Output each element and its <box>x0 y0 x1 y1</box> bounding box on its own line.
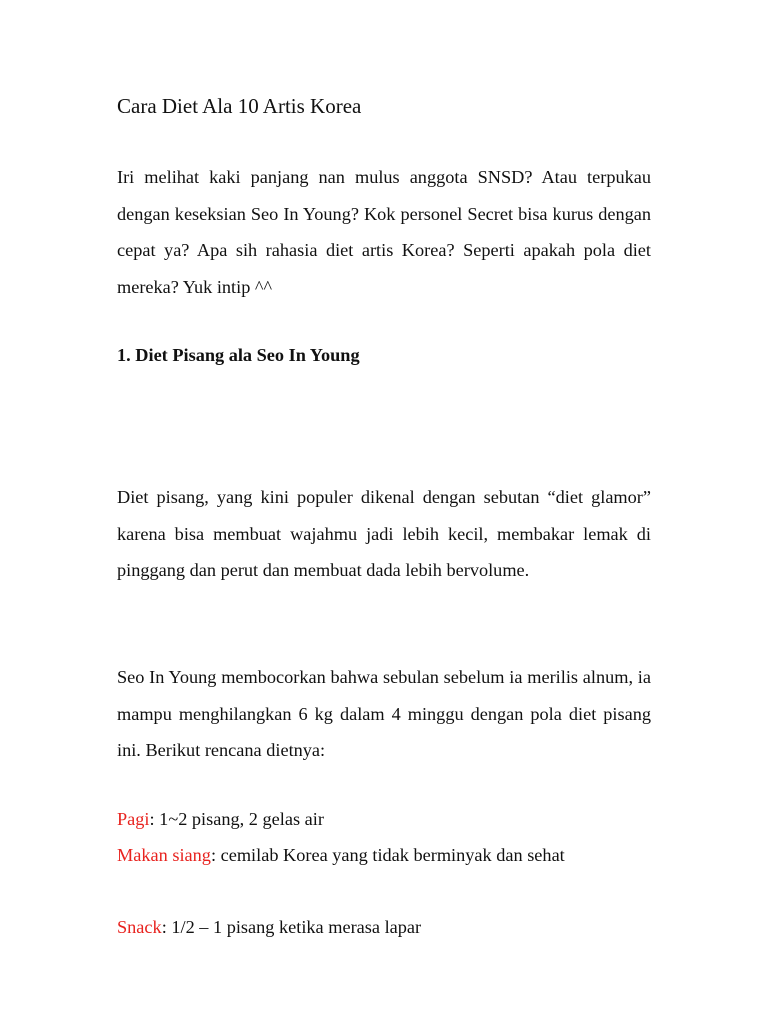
plan-text: 1~2 pisang, 2 gelas air <box>159 809 324 829</box>
plan-item-pagi <box>117 803 324 835</box>
plan-item-makan-siang <box>117 839 565 871</box>
plan-separator: : <box>161 917 172 937</box>
intro-paragraph: Iri melihat kaki panjang nan mulus anggota SNSD? Atau terpukau dengan keseksian Seo In Young? Kok personel Secret bisa kurus dengan cepat ya? Apa sih rahasia diet artis Korea? Seperti apakah pola diet mereka? Yuk intip ^^ <box>117 167 651 297</box>
section-heading: 1. Diet Pisang ala Seo In Young <box>117 345 360 365</box>
plan-item-snack <box>117 911 421 943</box>
section-paragraph-1: Diet pisang, yang kini populer dikenal dengan sebutan “diet glamor” karena bisa membuat wajahmu jadi lebih kecil, membakar lemak di pinggang dan perut dan membuat dada lebih bervolume. <box>117 487 651 580</box>
section-paragraph-2: Seo In Young membocorkan bahwa sebulan sebelum ia merilis alnum, ia mampu menghilangkan 6 kg dalam 4 minggu dengan pola diet pisang ini. Berikut rencana dietnya: <box>117 667 651 760</box>
plan-label: Pagi <box>117 809 150 829</box>
plan-text: 1/2 – 1 pisang ketika merasa lapar <box>171 917 422 937</box>
plan-label: Makan siang <box>117 845 211 865</box>
plan-label: Snack <box>117 917 162 937</box>
plan-separator: : <box>210 845 221 865</box>
document-title: Cara Diet Ala 10 Artis Korea <box>117 94 362 118</box>
plan-separator: : <box>149 809 160 829</box>
plan-text: cemilab Korea yang tidak berminyak dan sehat <box>220 845 565 865</box>
